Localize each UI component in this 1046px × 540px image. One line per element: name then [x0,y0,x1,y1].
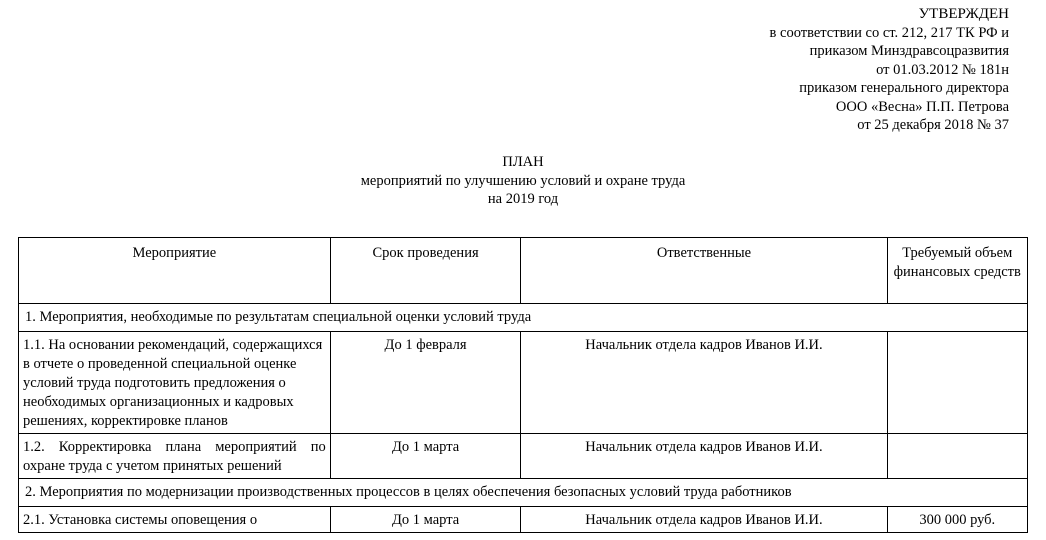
header-responsible: Ответственные [521,238,887,304]
row-funding: 300 000 руб. [887,507,1028,533]
section-2-title: 2. Мероприятия по модернизации производственных процессов в целях обеспечения безопасных условий труда работников [19,479,1028,507]
row-activity: 1.2. Корректировка плана мероприятий по охране труда с учетом принятых решений [19,434,331,479]
row-deadline: До 1 марта [330,434,521,479]
row-responsible: Начальник отдела кадров Иванов И.И. [521,507,887,533]
title-line: ПЛАН [502,154,544,170]
approval-line: приказом Минздравсоцразвития [809,43,1009,59]
header-deadline: Срок проведения [330,238,521,304]
row-deadline: До 1 марта [330,507,521,533]
year-line: на 2019 год [487,191,559,207]
table-row [19,507,1028,533]
row-activity: 2.1. Установка системы оповещения о [19,507,331,533]
approval-line: ООО «Весна» П.П. Петрова [835,98,1009,115]
row-responsible: Начальник отдела кадров Иванов И.И. [521,434,887,479]
plan-table [18,237,1028,533]
subtitle-line: мероприятий по улучшению условий и охране труда [360,172,686,189]
section-1-title: 1. Мероприятия, необходимые по результатам специальной оценки условий труда [19,304,1028,332]
header-activity: Мероприятие [19,238,331,304]
document-title [0,153,1046,209]
row-activity: 1.1. На основании рекомендаций, содержащихся в отчете о проведенной специальной оценке условий труда подготовить предложения о необходимых организационных и кадровых решениях, корректировке планов [19,332,331,434]
table-row [19,434,1028,479]
approval-line: от 01.03.2012 № 181н [876,61,1009,78]
row-funding [887,434,1028,479]
approval-line: приказом генерального директора [799,80,1009,96]
approval-heading: УТВЕРЖДЕН [918,6,1009,22]
row-funding [887,332,1028,434]
table-row [19,332,1028,434]
table-header-row [19,238,1028,304]
row-deadline: До 1 февраля [330,332,521,434]
approval-line: в соответствии со ст. 212, 217 ТК РФ и [769,24,1009,41]
row-responsible: Начальник отдела кадров Иванов И.И. [521,332,887,434]
approval-line: от 25 декабря 2018 № 37 [857,117,1009,133]
section-row [19,479,1028,507]
section-row [19,304,1028,332]
approval-stamp [770,5,1009,135]
header-funding: Требуемый объем финансовых средств [887,238,1028,304]
